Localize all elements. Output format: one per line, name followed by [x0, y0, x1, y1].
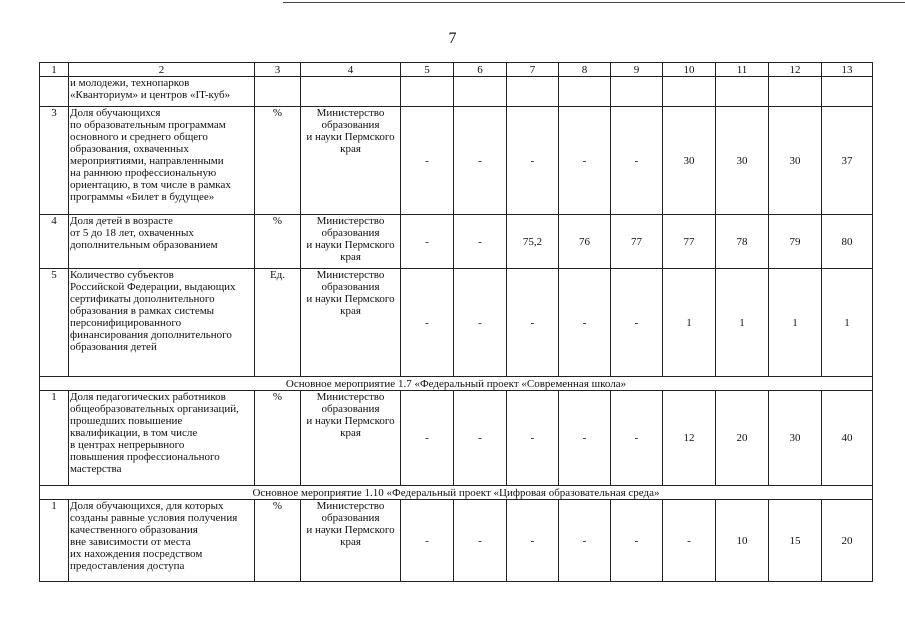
table-row: [40, 215, 873, 269]
value-cell: 30: [769, 107, 822, 215]
value-cell: -: [454, 269, 507, 377]
section-row: [40, 377, 873, 391]
indicators-table: [39, 62, 873, 582]
header-cell: 7: [507, 63, 559, 77]
header-cell: 13: [822, 63, 873, 77]
value-cell: -: [454, 107, 507, 215]
responsible-cell: Министерство образования и науки Пермского края: [301, 107, 401, 215]
value-cell: 75,2: [507, 215, 559, 269]
unit-cell: %: [255, 107, 301, 215]
header-cell: 5: [401, 63, 454, 77]
value-cell: 77: [611, 215, 663, 269]
row-number: 3: [40, 107, 69, 215]
value-cell: 15: [769, 500, 822, 582]
responsible-cell: [301, 77, 401, 107]
table-row: [40, 269, 873, 377]
value-cell: 12: [663, 391, 716, 486]
value-cell: 79: [769, 215, 822, 269]
value-cell: 30: [663, 107, 716, 215]
value-cell: [507, 77, 559, 107]
responsible-cell: Министерство образования и науки Пермского края: [301, 500, 401, 582]
value-cell: -: [611, 500, 663, 582]
indicator-name: Доля педагогических работников общеобразовательных организаций, прошедших повышение квалификации, в том числе в центрах непрерывного повышения профессионального мастерства: [69, 391, 255, 486]
top-rule: [283, 2, 905, 3]
row-number: 1: [40, 500, 69, 582]
unit-cell: %: [255, 391, 301, 486]
value-cell: -: [454, 215, 507, 269]
value-cell: -: [401, 500, 454, 582]
value-cell: 1: [663, 269, 716, 377]
value-cell: -: [401, 391, 454, 486]
value-cell: [716, 77, 769, 107]
value-cell: 20: [716, 391, 769, 486]
header-cell: 12: [769, 63, 822, 77]
value-cell: -: [454, 500, 507, 582]
header-cell: 6: [454, 63, 507, 77]
value-cell: 10: [716, 500, 769, 582]
value-cell: -: [507, 391, 559, 486]
indicator-name: Доля обучающихся по образовательным программам основного и среднего общего образования, охваченных мероприятиями, направленными на раннюю профессиональную ориентацию, в том числе в рамках программы «Билет в будущее»: [69, 107, 255, 215]
unit-cell: %: [255, 215, 301, 269]
value-cell: 76: [559, 215, 611, 269]
table-row: [40, 500, 873, 582]
value-cell: -: [507, 269, 559, 377]
value-cell: -: [507, 107, 559, 215]
responsible-cell: Министерство образования и науки Пермского края: [301, 269, 401, 377]
unit-cell: [255, 77, 301, 107]
value-cell: 1: [769, 269, 822, 377]
value-cell: -: [559, 500, 611, 582]
table-body: [40, 63, 873, 582]
section-row: [40, 486, 873, 500]
value-cell: 40: [822, 391, 873, 486]
page-number: 7: [448, 30, 457, 47]
header-cell: 9: [611, 63, 663, 77]
value-cell: -: [401, 269, 454, 377]
value-cell: [769, 77, 822, 107]
unit-cell: Ед.: [255, 269, 301, 377]
header-cell: 3: [255, 63, 301, 77]
row-number: 1: [40, 391, 69, 486]
header-cell: 11: [716, 63, 769, 77]
value-cell: 20: [822, 500, 873, 582]
value-cell: -: [401, 107, 454, 215]
value-cell: [559, 77, 611, 107]
value-cell: -: [401, 215, 454, 269]
header-cell: 4: [301, 63, 401, 77]
value-cell: -: [611, 269, 663, 377]
value-cell: -: [611, 391, 663, 486]
value-cell: [663, 77, 716, 107]
value-cell: 37: [822, 107, 873, 215]
table-row: [40, 107, 873, 215]
value-cell: -: [559, 269, 611, 377]
value-cell: -: [507, 500, 559, 582]
header-cell: 2: [69, 63, 255, 77]
responsible-cell: Министерство образования и науки Пермского края: [301, 391, 401, 486]
row-number: [40, 77, 69, 107]
section-title: Основное мероприятие 1.10 «Федеральный проект «Цифровая образовательная среда»: [40, 486, 873, 500]
section-title: Основное мероприятие 1.7 «Федеральный проект «Современная школа»: [40, 377, 873, 391]
value-cell: -: [611, 107, 663, 215]
value-cell: [401, 77, 454, 107]
header-cell: 10: [663, 63, 716, 77]
value-cell: 77: [663, 215, 716, 269]
indicator-name: Количество субъектов Российской Федерации, выдающих сертификаты дополнительного образования в рамках системы персонифицированного финансирования дополнительного образования детей: [69, 269, 255, 377]
responsible-cell: Министерство образования и науки Пермского края: [301, 215, 401, 269]
value-cell: -: [559, 107, 611, 215]
header-row: [40, 63, 873, 77]
value-cell: 1: [822, 269, 873, 377]
value-cell: [454, 77, 507, 107]
value-cell: 30: [769, 391, 822, 486]
header-cell: 8: [559, 63, 611, 77]
value-cell: 30: [716, 107, 769, 215]
table-row: [40, 391, 873, 486]
indicator-name: и молодежи, технопарков «Кванториум» и центров «IT-куб»: [69, 77, 255, 107]
indicator-name: Доля детей в возрасте от 5 до 18 лет, охваченных дополнительным образованием: [69, 215, 255, 269]
value-cell: -: [559, 391, 611, 486]
row-number: 4: [40, 215, 69, 269]
value-cell: 80: [822, 215, 873, 269]
value-cell: 78: [716, 215, 769, 269]
unit-cell: %: [255, 500, 301, 582]
indicator-name: Доля обучающихся, для которых созданы равные условия получения качественного образования вне зависимости от места их нахождения посредством предоставления доступа: [69, 500, 255, 582]
table-row: [40, 77, 873, 107]
value-cell: 1: [716, 269, 769, 377]
value-cell: -: [663, 500, 716, 582]
row-number: 5: [40, 269, 69, 377]
header-cell: 1: [40, 63, 69, 77]
value-cell: [611, 77, 663, 107]
value-cell: -: [454, 391, 507, 486]
value-cell: [822, 77, 873, 107]
